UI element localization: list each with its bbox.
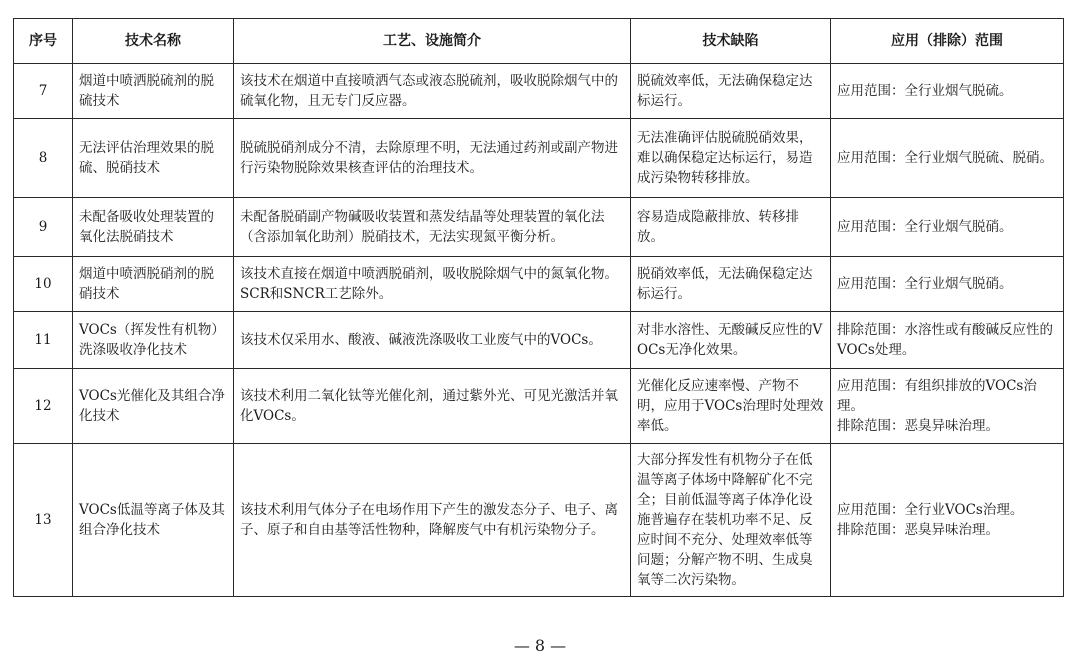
scope-line: 应用范围：全行业烟气脱硫、脱硝。	[837, 150, 1053, 166]
cell-serial: 10	[14, 257, 73, 312]
table-header-row	[14, 19, 1064, 64]
table-row	[14, 444, 1064, 597]
cell-serial: 8	[14, 119, 73, 198]
technology-table	[13, 18, 1064, 597]
page-number: — 8 —	[513, 636, 567, 655]
scope-line: 应用范围：有组织排放的VOCs治理。	[837, 378, 1037, 414]
cell-description: 脱硫脱硝剂成分不清，去除原理不明，无法通过药剂或副产物进行污染物脱除效果核查评估的治理技术。	[234, 119, 631, 198]
table-row	[14, 369, 1064, 444]
cell-scope	[831, 119, 1064, 198]
scope-line: 应用范围：全行业烟气脱硫。	[837, 83, 1013, 99]
scope-line: 应用范围：全行业烟气脱硝。	[837, 219, 1013, 235]
cell-tech-name: VOCs（挥发性有机物）洗涤吸收净化技术	[73, 312, 234, 369]
header-scope: 应用（排除）范围	[831, 19, 1064, 64]
cell-tech-name: VOCs低温等离子体及其组合净化技术	[73, 444, 234, 597]
cell-serial: 13	[14, 444, 73, 597]
cell-description: 该技术仅采用水、酸液、碱液洗涤吸收工业废气中的VOCs。	[234, 312, 631, 369]
scope-line: 排除范围：水溶性或有酸碱反应性的VOCs处理。	[837, 322, 1053, 358]
scope-line: 应用范围：全行业烟气脱硝。	[837, 276, 1013, 292]
header-serial: 序号	[14, 19, 73, 64]
cell-description: 该技术利用二氧化钛等光催化剂，通过紫外光、可见光激活并氧化VOCs。	[234, 369, 631, 444]
cell-serial: 12	[14, 369, 73, 444]
table-row	[14, 257, 1064, 312]
header-tech-name: 技术名称	[73, 19, 234, 64]
cell-defect: 脱硫效率低，无法确保稳定达标运行。	[631, 64, 831, 119]
cell-scope	[831, 444, 1064, 597]
header-description: 工艺、设施简介	[234, 19, 631, 64]
cell-defect: 脱硝效率低，无法确保稳定达标运行。	[631, 257, 831, 312]
cell-description: 该技术直接在烟道中喷洒脱硝剂，吸收脱除烟气中的氮氧化物。SCR和SNCR工艺除外。	[234, 257, 631, 312]
cell-defect: 无法准确评估脱硫脱硝效果，难以确保稳定达标运行，易造成污染物转移排放。	[631, 119, 831, 198]
table-row	[14, 119, 1064, 198]
cell-scope	[831, 257, 1064, 312]
cell-defect: 对非水溶性、无酸碱反应性的VOCs无净化效果。	[631, 312, 831, 369]
cell-serial: 9	[14, 198, 73, 257]
scope-line: 排除范围：恶臭异味治理。	[837, 418, 999, 434]
table-row	[14, 312, 1064, 369]
table-row	[14, 64, 1064, 119]
cell-tech-name: 烟道中喷洒脱硝剂的脱硝技术	[73, 257, 234, 312]
scope-line: 应用范围：全行业VOCs治理。	[837, 502, 1024, 518]
cell-description: 该技术利用气体分子在电场作用下产生的激发态分子、电子、离子、原子和自由基等活性物种，降解废气中有机污染物分子。	[234, 444, 631, 597]
cell-tech-name: 烟道中喷洒脱硫剂的脱硫技术	[73, 64, 234, 119]
cell-description: 该技术在烟道中直接喷洒气态或液态脱硫剂，吸收脱除烟气中的硫氧化物，且无专门反应器。	[234, 64, 631, 119]
cell-defect: 大部分挥发性有机物分子在低温等离子体场中降解矿化不完全；目前低温等离子体净化设施普遍存在装机功率不足、反应时间不充分、处理效率低等问题；分解产物不明、生成臭氧等二次污染物。	[631, 444, 831, 597]
cell-serial: 11	[14, 312, 73, 369]
table-row	[14, 198, 1064, 257]
cell-tech-name: 无法评估治理效果的脱硫、脱硝技术	[73, 119, 234, 198]
cell-scope	[831, 369, 1064, 444]
cell-defect: 容易造成隐蔽排放、转移排放。	[631, 198, 831, 257]
cell-tech-name: VOCs光催化及其组合净化技术	[73, 369, 234, 444]
cell-scope	[831, 198, 1064, 257]
cell-defect: 光催化反应速率慢、产物不明，应用于VOCs治理时处理效率低。	[631, 369, 831, 444]
cell-tech-name: 未配备吸收处理装置的氧化法脱硝技术	[73, 198, 234, 257]
cell-description: 未配备脱硝副产物碱吸收装置和蒸发结晶等处理装置的氧化法（含添加氧化助剂）脱硝技术，无法实现氮平衡分析。	[234, 198, 631, 257]
header-defect: 技术缺陷	[631, 19, 831, 64]
cell-serial: 7	[14, 64, 73, 119]
cell-scope	[831, 64, 1064, 119]
scope-line: 排除范围：恶臭异味治理。	[837, 522, 999, 538]
cell-scope	[831, 312, 1064, 369]
